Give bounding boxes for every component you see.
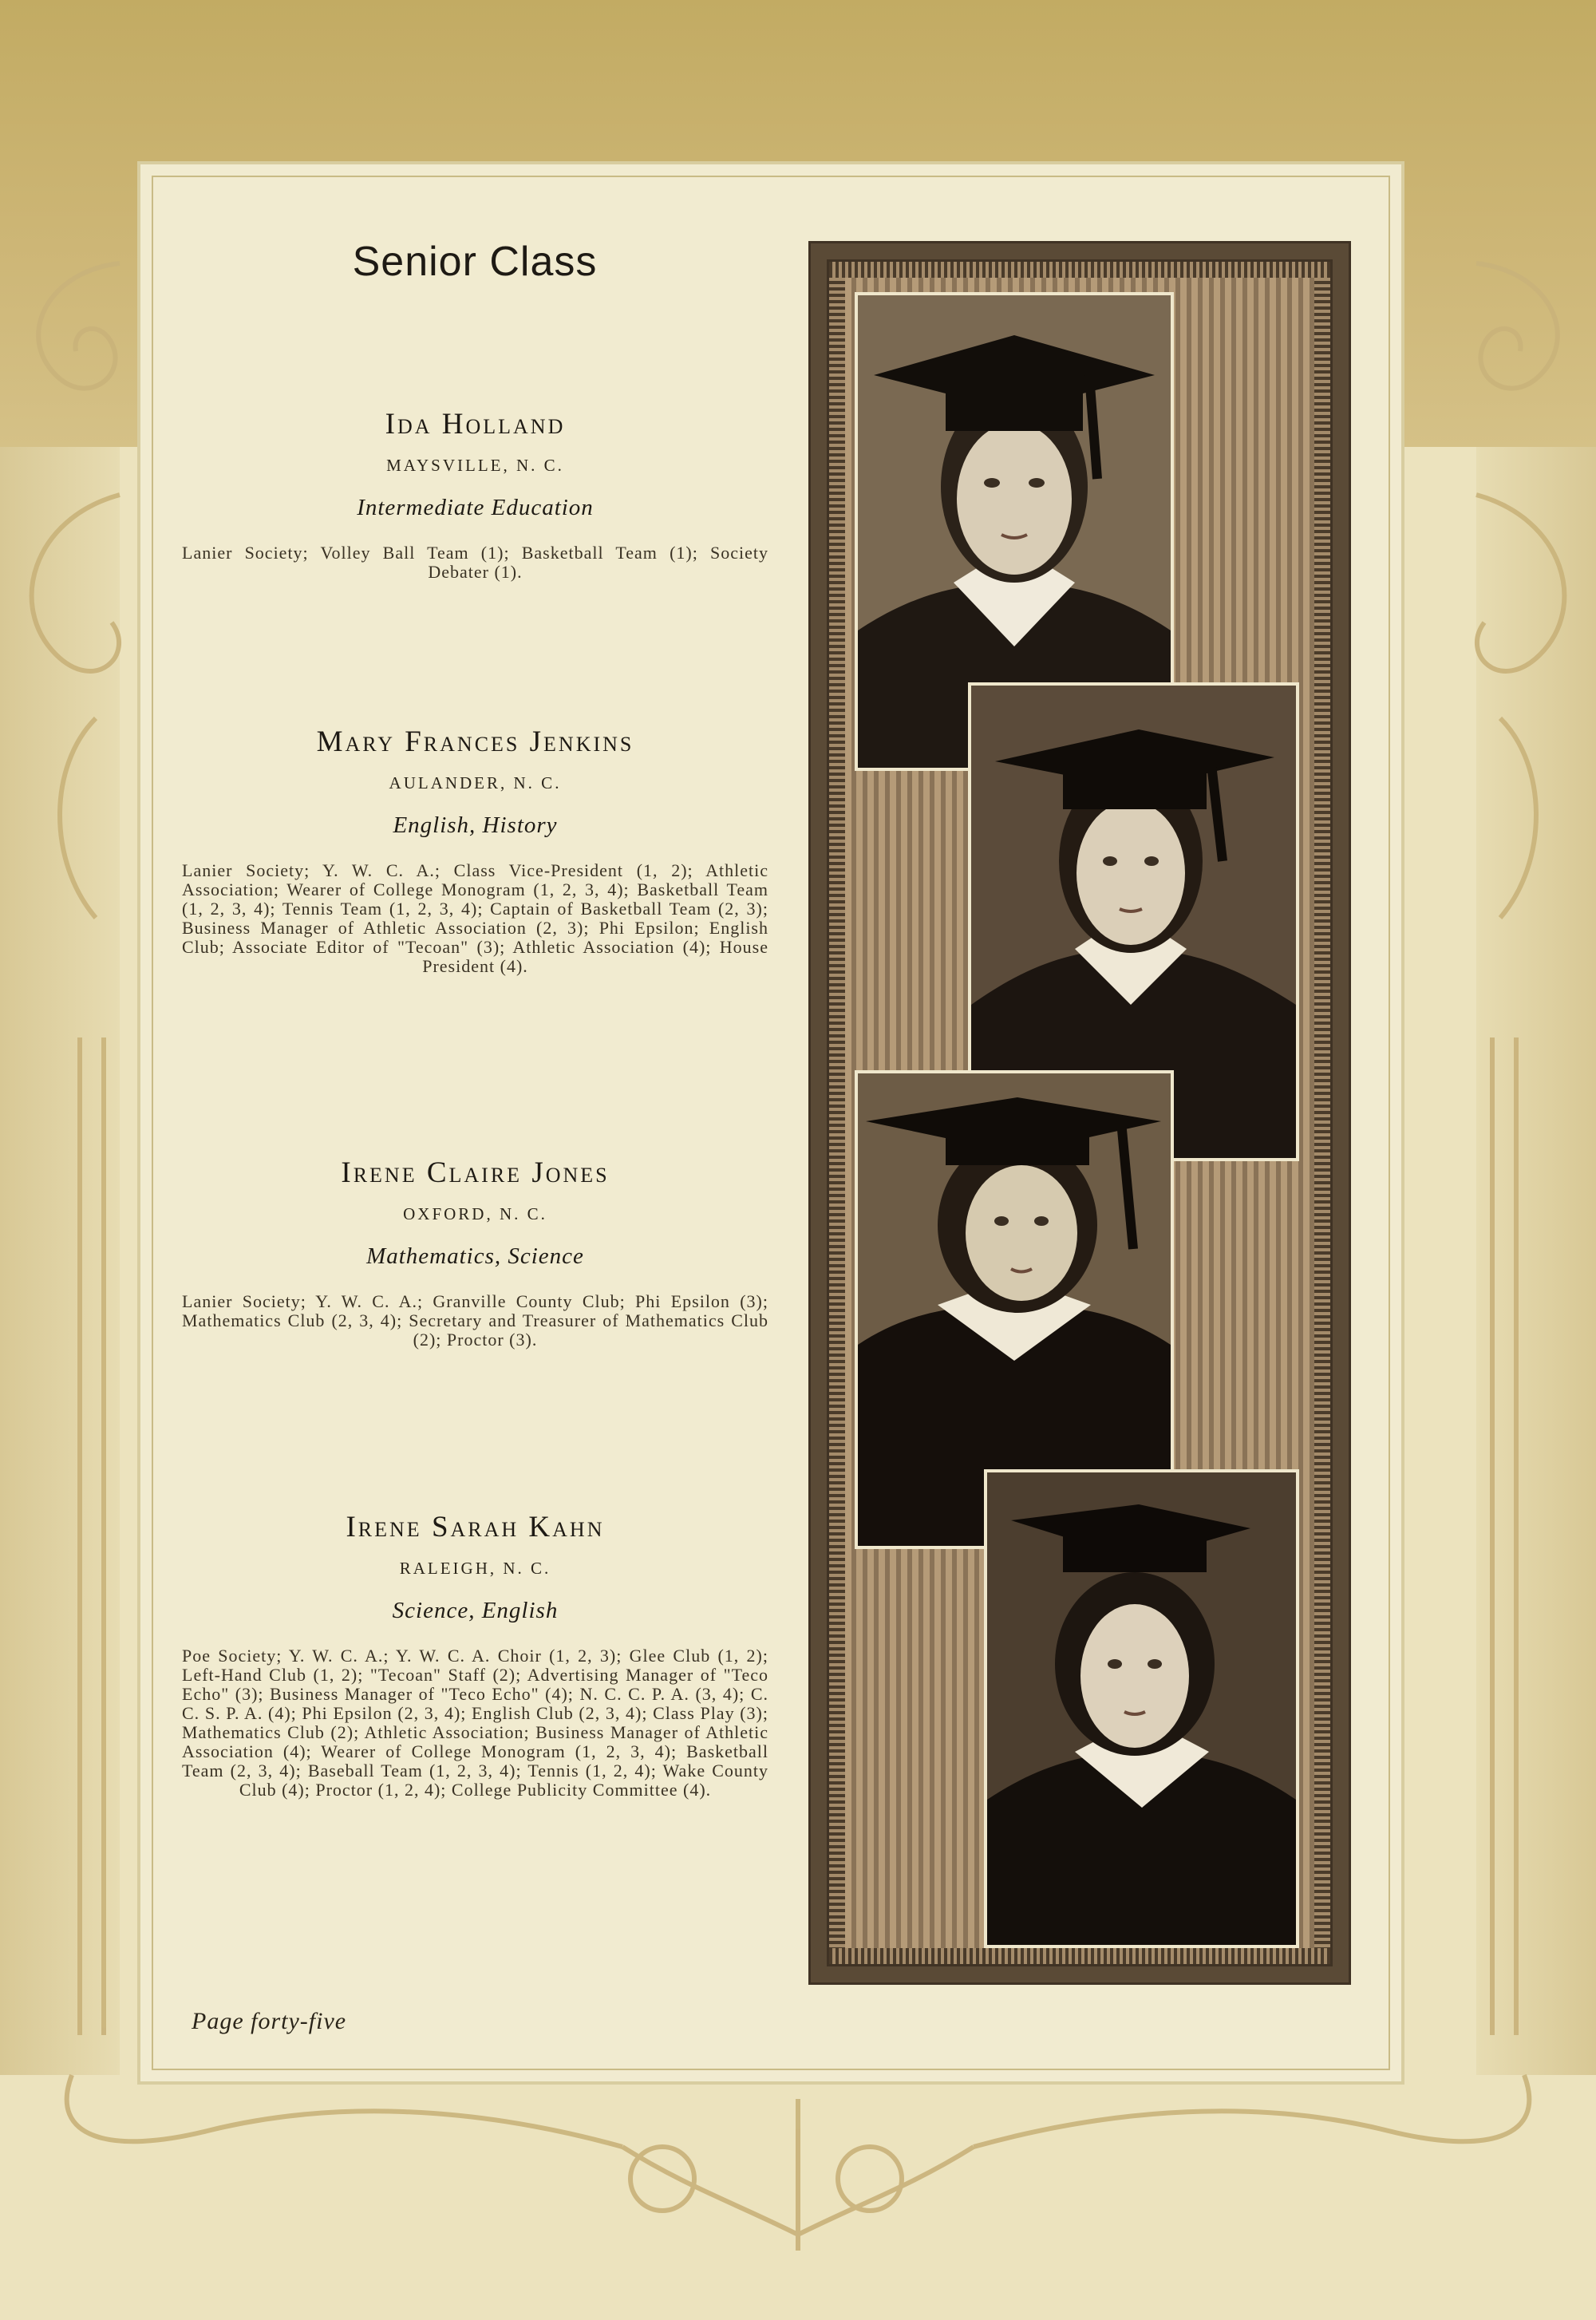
student-name: Ida Holland [385,408,566,441]
page-number: Page forty-five [192,2008,347,2034]
strip-edge-right [1314,262,1330,1964]
student-major: Intermediate Education [357,495,594,520]
strip-edge-left [829,262,845,1964]
student-name: Irene Claire Jones [341,1156,610,1189]
strip-cap-top [829,262,1330,278]
graduation-portrait-icon [987,1472,1296,1945]
student-major: English, History [393,812,558,838]
student-activities: Lanier Society; Y. W. C. A.; Class Vice-President (1, 2); Athletic Association; Wearer of College Monogram (1, 2, 3, 4); Basketball Team (1, 2, 3, 4); Tennis Team (1, 2, 3, 4); Captain of Basketball Team (2, 3); Business Manager of Athletic Association (2, 3); Phi Epsilon; English Club; Associate Editor of "Tecoan" (3); Athletic Association (4); House President (4). [182,860,768,976]
photo-strip-frame [808,241,1351,1985]
student-activities: Lanier Society; Y. W. C. A.; Granville County Club; Phi Epsilon (3); Mathematics Club (2, 3, 4); Secretary and Treasurer of Mathematics Club (2); Proctor (3). [182,1291,768,1350]
page-heading: Senior Class [352,239,598,285]
student-major: Science, English [392,1598,559,1623]
student-activities: Lanier Society; Volley Ball Team (1); Basketball Team (1); Society Debater (1). [182,543,768,582]
student-hometown: RALEIGH, N. C. [399,1559,551,1578]
student-entry-ida-holland [182,407,768,582]
strip-cap-bottom [829,1948,1330,1964]
student-entry-irene-sarah-kahn [182,1510,768,1800]
student-hometown: AULANDER, N. C. [389,773,562,792]
student-major: Mathematics, Science [366,1243,584,1269]
student-hometown: OXFORD, N. C. [403,1204,547,1223]
student-activities: Poe Society; Y. W. C. A.; Y. W. C. A. Choir (1, 2, 3); Glee Club (1, 2); Left-Hand Club (1, 2); "Tecoan" Staff (2); Advertising Manager of "Teco Echo" (3); Business Manager of "Teco Echo" (4); N. C. C. P. A. (3, 4); C. C. S. P. A. (4); Phi Epsilon (2, 3, 4); English Club (2, 3, 4); Class Play (3); Mathematics Club (2); Athletic Association; Business Manager of Athletic Association (4); Wearer of College Monogram (1, 2, 3, 4); Basketball Team (2, 3, 4); Baseball Team (1, 2, 3, 4); Tennis (1, 2, 4); Wake County Club (4); Proctor (1, 2, 4); College Publicity Committee (4). [182,1646,768,1800]
student-name: Irene Sarah Kahn [346,1511,605,1543]
student-hometown: MAYSVILLE, N. C. [386,456,564,475]
student-entry-irene-claire-jones [182,1156,768,1350]
portrait-photo-4 [984,1469,1299,1948]
student-entry-mary-frances-jenkins [182,725,768,976]
student-name: Mary Frances Jenkins [316,725,634,758]
